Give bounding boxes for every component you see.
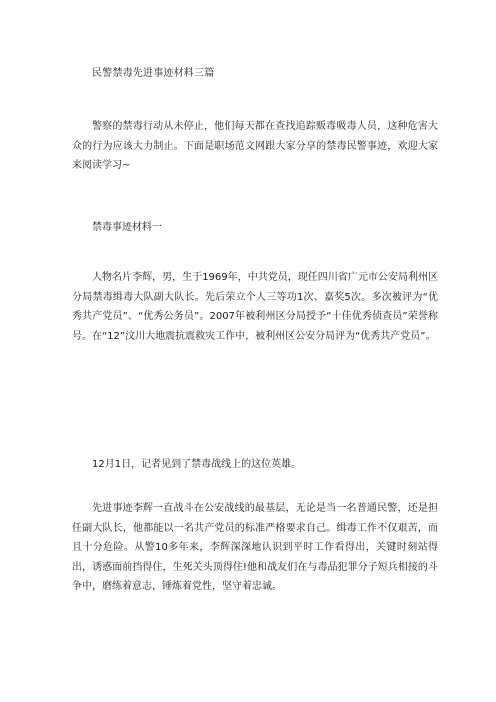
deeds-paragraph: 先进事迹李辉一直战斗在公安战线的最基层，无论是当一名普通民警，还是担任副大队长，他都能以一名共产党员的标准严格要求自己。缉毒工作不仅艰苦，而且十分危险。从警10多年来，李辉深深地认识到平时工作看得出，关键时刻站得出，诱惑面前挡得住，生死关头顶得住!他和战友们在与毒品犯罪分子短兵相接的斗争中，磨练着意志，锤炼着党性，坚守着忠诚。 [72,503,438,592]
section-heading: 禁毒事迹材料一 [92,222,162,233]
document-title: 民警禁毒先进事迹材料三篇 [92,68,215,79]
intro-paragraph: 警察的禁毒行动从未停止，他们每天都在查找追踪贩毒吸毒人员，这种危害大众的行为应该大力制止。下面是职场范文网跟大家分享的禁毒民警事迹，欢迎大家来阅读学习~ [72,121,438,171]
profile-paragraph: 人物名片李辉，男，生于1969年，中共党员，现任四川省广元市公安局利州区分局禁毒缉毒大队副大队长。先后荣立个人三等功1次、嘉奖5次。多次被评为“优秀共产党员”、“优秀公务员”。2007年被利州区分局授予“十佳优秀侦查员”荣誉称号。在“12”汶川大地震抗震救灾工作中，被利州区公安分局评为“优秀共产党员”。 [72,272,438,342]
date-paragraph: 12月1日，记者见到了禁毒战线上的这位英雄。 [92,459,302,470]
